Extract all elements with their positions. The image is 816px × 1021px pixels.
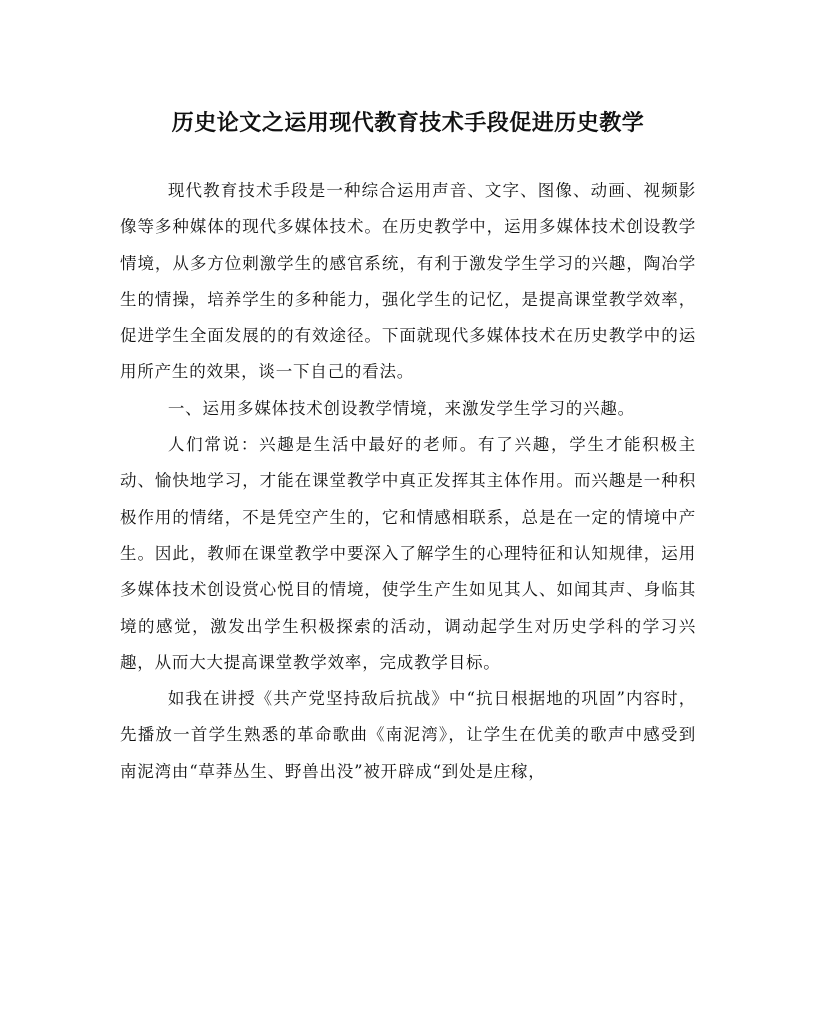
document-body (120, 173, 696, 790)
paragraph-interest: 人们常说：兴趣是生活中最好的老师。有了兴趣，学生才能积极主动、愉快地学习，才能在课堂教学中真正发挥其主体作用。而兴趣是一种积极作用的情绪，不是凭空产生的，它和情感相联系，总是在一定的情境中产生。因此，教师在课堂教学中要深入了解学生的心理特征和认知规律，运用多媒体技术创设赏心悦目的情境，使学生产生如见其人、如闻其声、身临其境的感觉，激发出学生积极探索的活动，调动起学生对历史学科的学习兴趣，从而大大提高课堂教学效率，完成教学目标。 (120, 435, 696, 672)
document-title: 历史论文之运用现代教育技术手段促进历史教学 (171, 110, 645, 136)
paragraph-example: 如我在讲授《共产党坚持敌后抗战》中“抗日根据地的巩固”内容时，先播放一首学生熟悉的革命歌曲《南泥湾》，让学生在优美的歌声中感受到南泥湾由“草莽丛生、野兽出没”被开辟成“到处是庄稼， (120, 689, 696, 781)
section-heading-1: 一、运用多媒体技术创设教学情境，来激发学生学习的兴趣。 (167, 398, 635, 418)
paragraph-intro: 现代教育技术手段是一种综合运用声音、文字、图像、动画、视频影像等多种媒体的现代多媒体技术。在历史教学中，运用多媒体技术创设教学情境，从多方位刺激学生的感官系统，有利于激发学生学习的兴趣，陶冶学生的情操，培养学生的多种能力，强化学生的记忆，是提高课堂教学效率，促进学生全面发展的的有效途径。下面就现代多媒体技术在历史教学中的运用所产生的效果，谈一下自己的看法。 (120, 181, 696, 382)
